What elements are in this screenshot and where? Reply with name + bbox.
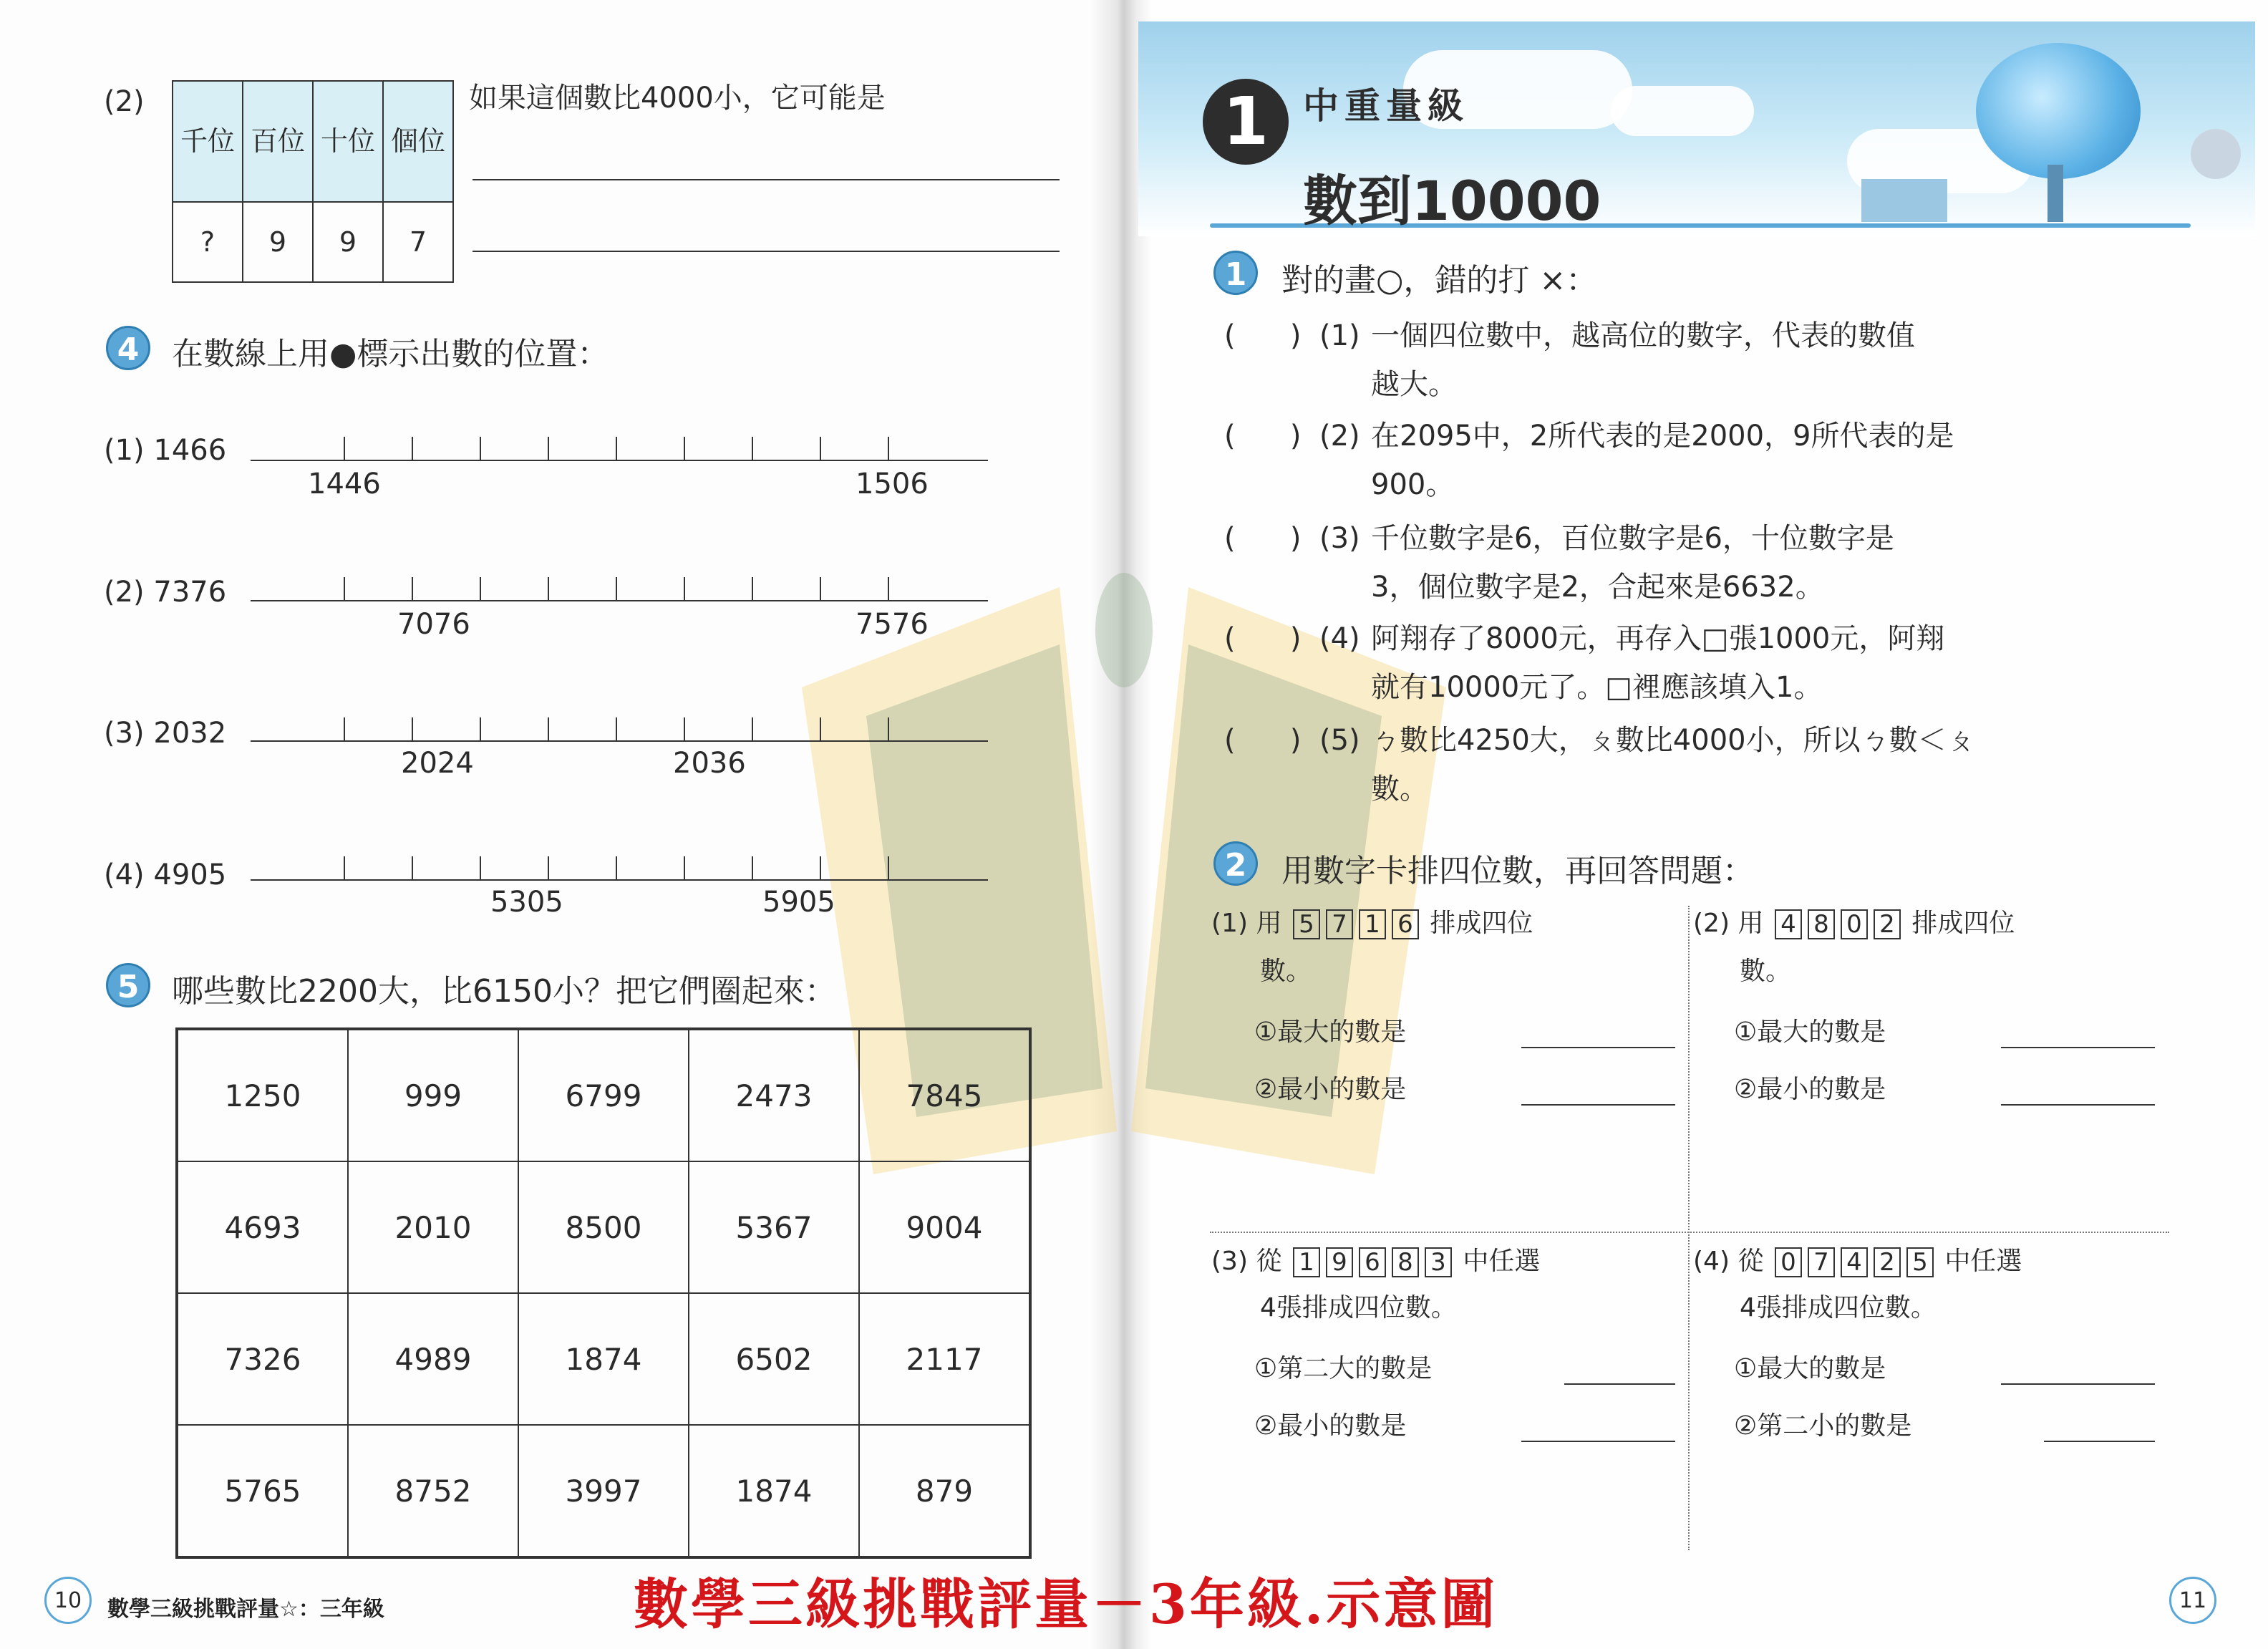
- number-cell[interactable]: 4989: [348, 1293, 518, 1425]
- table-row: [177, 1293, 1030, 1425]
- number-card: 2: [1874, 909, 1901, 939]
- cat-icon: [2191, 129, 2241, 179]
- number-card: 8: [1392, 1247, 1419, 1277]
- tick: [820, 856, 821, 879]
- answer-paren[interactable]: ( ): [1224, 522, 1302, 555]
- part1-after: 排成四位: [1430, 909, 1533, 938]
- answer-paren[interactable]: ( ): [1224, 622, 1302, 655]
- numberline-1-left-label: 1446: [308, 468, 381, 500]
- tick: [684, 437, 685, 460]
- tick: [888, 577, 889, 600]
- numberline-2-label: (2) 7376: [104, 576, 227, 609]
- numberline-2-right-label: 7576: [856, 608, 929, 641]
- part4-line2: 4張排成四位數。: [1740, 1293, 1937, 1322]
- tf-item-line1: 一個四位數中，越高位的數字，代表的數值: [1371, 319, 1915, 352]
- part3-q1: ①第二大的數是: [1254, 1354, 1433, 1383]
- number-cell[interactable]: 5765: [177, 1425, 348, 1557]
- tf-item-line1: ㄅ數比4250大，ㄆ數比4000小，所以ㄅ數＜ㄆ: [1371, 724, 1975, 757]
- tick: [548, 577, 549, 600]
- part1-prompt: [1211, 908, 1533, 939]
- tick: [548, 437, 549, 460]
- tick: [616, 577, 617, 600]
- tick: [752, 437, 753, 460]
- numberline-3-left-label: 2024: [401, 747, 474, 780]
- tf-item-line2: 3，個位數字是2，合起來是6632。: [1371, 571, 1824, 604]
- number-cell[interactable]: 6799: [518, 1029, 689, 1161]
- part1-label: (1) 用: [1211, 909, 1282, 938]
- numberline-4-left-label: 5305: [490, 886, 563, 919]
- tick: [480, 437, 481, 460]
- tick: [752, 856, 753, 879]
- tf-item-label: (4): [1319, 622, 1360, 655]
- number-cell[interactable]: 999: [348, 1029, 518, 1161]
- r-section2-badge: 2: [1213, 841, 1258, 886]
- part3-q2: ②最小的數是: [1254, 1411, 1407, 1441]
- tree-trunk: [2048, 165, 2063, 222]
- number-cell[interactable]: 8752: [348, 1425, 518, 1557]
- part1-q1-answer-line[interactable]: [1521, 1047, 1675, 1048]
- number-card: 1: [1359, 909, 1386, 939]
- tick: [616, 437, 617, 460]
- tick: [548, 856, 549, 879]
- number-card: 9: [1326, 1247, 1353, 1277]
- numbers-table: [175, 1027, 1032, 1559]
- tick: [344, 717, 345, 740]
- tick: [888, 717, 889, 740]
- numberline-3[interactable]: [251, 740, 988, 742]
- unit-title: 數到10000: [1303, 169, 1601, 233]
- tick: [616, 717, 617, 740]
- numberline-2-left-label: 7076: [397, 608, 470, 641]
- numberline-1-right-label: 1506: [856, 468, 929, 500]
- part3-prompt: [1211, 1246, 1540, 1277]
- tick: [344, 437, 345, 460]
- tick: [412, 577, 413, 600]
- tick: [684, 717, 685, 740]
- number-card: 1: [1293, 1247, 1320, 1277]
- number-card: 4: [1841, 1247, 1868, 1277]
- numberline-4[interactable]: [251, 879, 988, 881]
- tick: [344, 577, 345, 600]
- number-cell[interactable]: 5367: [689, 1161, 859, 1293]
- part2-q1-answer-line[interactable]: [2001, 1047, 2155, 1048]
- r-section1-title: 對的畫○，錯的打 ×：: [1281, 262, 1598, 299]
- number-cell[interactable]: 2117: [859, 1293, 1030, 1425]
- tf-item-line2: 就有10000元了。□裡應該填入1。: [1371, 671, 1823, 704]
- part4-q2-answer-line[interactable]: [2044, 1441, 2155, 1442]
- number-cell[interactable]: 2010: [348, 1161, 518, 1293]
- number-card: 7: [1808, 1247, 1835, 1277]
- answer-paren[interactable]: ( ): [1224, 319, 1302, 352]
- horizontal-divider: [1210, 1232, 2169, 1233]
- tf-item-line1: 千位數字是6，百位數字是6，十位數字是: [1371, 522, 1894, 555]
- number-cell[interactable]: 7326: [177, 1293, 348, 1425]
- vertical-divider: [1688, 906, 1690, 1550]
- tick: [888, 437, 889, 460]
- numberline-1-label: (1) 1466: [104, 434, 227, 467]
- number-cell[interactable]: 6502: [689, 1293, 859, 1425]
- tick: [820, 437, 821, 460]
- q2-label: (2): [104, 85, 145, 118]
- tick: [412, 856, 413, 879]
- part2-q1: ①最大的數是: [1734, 1017, 1886, 1047]
- tf-item-label: (2): [1319, 420, 1360, 453]
- part4-q1-answer-line[interactable]: [2001, 1383, 2155, 1385]
- tick: [480, 577, 481, 600]
- number-cell[interactable]: 3997: [518, 1425, 689, 1557]
- part2-label: (2) 用: [1693, 909, 1764, 938]
- unit-level: 中重量級: [1303, 85, 1469, 127]
- tf-item-label: (3): [1319, 522, 1360, 555]
- number-card: 0: [1841, 909, 1868, 939]
- pv-header-tens: 十位: [313, 81, 383, 202]
- r-section2-title: 用數字卡排四位數，再回答問題：: [1281, 853, 1754, 889]
- r-section1-badge: 1: [1213, 251, 1258, 295]
- pv-value-hundreds: 9: [243, 202, 313, 282]
- pv-header-hundreds: 百位: [243, 81, 313, 202]
- tf-item-line2: 900。: [1371, 468, 1455, 501]
- part4-label: (4) 從: [1693, 1247, 1764, 1276]
- part2-after: 排成四位: [1911, 909, 2015, 938]
- number-cell[interactable]: 1250: [177, 1029, 348, 1161]
- part2-line2: 數。: [1740, 957, 1792, 986]
- part2-q2: ②最小的數是: [1734, 1075, 1886, 1104]
- part1-line2: 數。: [1260, 957, 1312, 986]
- tick: [820, 717, 821, 740]
- numberline-3-label: (3) 2032: [104, 717, 227, 750]
- number-card: 6: [1359, 1247, 1386, 1277]
- number-card: 3: [1425, 1247, 1452, 1277]
- pv-header-thousands: 千位: [173, 81, 243, 202]
- pv-header-ones: 個位: [383, 81, 453, 202]
- part4-after: 中任選: [1944, 1247, 2022, 1276]
- tick: [616, 856, 617, 879]
- part3-q2-answer-line[interactable]: [1521, 1441, 1675, 1442]
- part3-after: 中任選: [1463, 1247, 1541, 1276]
- tick: [480, 717, 481, 740]
- numberline-3-right-label: 2036: [673, 747, 746, 780]
- place-value-table: [172, 80, 454, 283]
- tf-item-line1: 阿翔存了8000元，再存入□張1000元，阿翔: [1371, 622, 1945, 655]
- pv-value-tens: 9: [313, 202, 383, 282]
- number-cell[interactable]: 7845: [859, 1029, 1030, 1161]
- part3-q1-answer-line[interactable]: [1564, 1383, 1675, 1385]
- section5-badge: 5: [106, 963, 150, 1007]
- tick: [412, 717, 413, 740]
- numberline-2[interactable]: [251, 600, 988, 601]
- tick: [548, 717, 549, 740]
- tick: [684, 577, 685, 600]
- tick: [752, 577, 753, 600]
- table-row: [177, 1425, 1030, 1557]
- tick: [480, 856, 481, 879]
- tick: [412, 437, 413, 460]
- number-cell[interactable]: 2473: [689, 1029, 859, 1161]
- number-cell[interactable]: 1874: [689, 1425, 859, 1557]
- tf-item-label: (5): [1319, 724, 1360, 757]
- numberline-4-label: (4) 4905: [104, 859, 227, 891]
- number-card: 0: [1775, 1247, 1802, 1277]
- part3-label: (3) 從: [1211, 1247, 1282, 1276]
- tick: [820, 577, 821, 600]
- number-cell[interactable]: 4693: [177, 1161, 348, 1293]
- number-card: 5: [1293, 909, 1320, 939]
- part3-line2: 4張排成四位數。: [1260, 1293, 1457, 1322]
- tick: [888, 856, 889, 879]
- unit-number: 1: [1203, 79, 1289, 165]
- q2-answer-line-1[interactable]: [472, 179, 1060, 180]
- part1-q1: ①最大的數是: [1254, 1017, 1407, 1047]
- tf-item-line2: 數。: [1371, 773, 1428, 806]
- section4-badge: 4: [106, 326, 150, 370]
- left-footer-title: 數學三級挑戰評量☆：三年級: [107, 1597, 384, 1622]
- section4-title: 在數線上用●標示出數的位置：: [172, 336, 609, 372]
- numberline-4-right-label: 5905: [762, 886, 835, 919]
- number-card: 2: [1874, 1247, 1901, 1277]
- part4-prompt: [1693, 1246, 2022, 1277]
- part2-q2-answer-line[interactable]: [2001, 1104, 2155, 1106]
- number-cell[interactable]: 9004: [859, 1161, 1030, 1293]
- tree-icon: [1976, 43, 2141, 179]
- tick: [684, 856, 685, 879]
- tf-item-label: (1): [1319, 319, 1360, 352]
- q2-answer-line-2[interactable]: [472, 251, 1060, 252]
- number-card: 7: [1326, 909, 1353, 939]
- section5-title: 哪些數比2200大，比6150小？把它們圈起來：: [172, 973, 836, 1010]
- tick: [752, 717, 753, 740]
- pv-value-ones: 7: [383, 202, 453, 282]
- numberline-1[interactable]: [251, 460, 988, 461]
- number-card: 8: [1808, 909, 1835, 939]
- pv-value-thousands: ?: [173, 202, 243, 282]
- number-cell[interactable]: 879: [859, 1425, 1030, 1557]
- table-row: [177, 1161, 1030, 1293]
- answer-paren[interactable]: ( ): [1224, 420, 1302, 453]
- cloud-decoration: [1611, 86, 1754, 136]
- q2-question: 如果這個數比4000小，它可能是: [469, 82, 886, 115]
- right-page-number: 11: [2169, 1577, 2216, 1624]
- part4-q2: ②第二小的數是: [1734, 1411, 1912, 1441]
- table-row: [177, 1029, 1030, 1161]
- number-card: 4: [1775, 909, 1802, 939]
- tf-item-line2: 越大。: [1371, 368, 1457, 401]
- left-page-number: 10: [44, 1577, 92, 1624]
- number-cell[interactable]: 8500: [518, 1161, 689, 1293]
- tf-item-line1: 在2095中，2所代表的是2000，9所代表的是: [1371, 420, 1954, 453]
- part2-prompt: [1693, 908, 2015, 939]
- part1-q2: ②最小的數是: [1254, 1075, 1407, 1104]
- part1-q2-answer-line[interactable]: [1521, 1104, 1675, 1106]
- number-card: 6: [1392, 909, 1419, 939]
- number-cell[interactable]: 1874: [518, 1293, 689, 1425]
- number-card: 5: [1906, 1247, 1934, 1277]
- answer-paren[interactable]: ( ): [1224, 724, 1302, 757]
- building-icon: [1861, 179, 1947, 222]
- tick: [344, 856, 345, 879]
- bottom-caption: 數學三級挑戰評量－3年級.示意圖: [634, 1572, 1498, 1636]
- part4-q1: ①最大的數是: [1734, 1354, 1886, 1383]
